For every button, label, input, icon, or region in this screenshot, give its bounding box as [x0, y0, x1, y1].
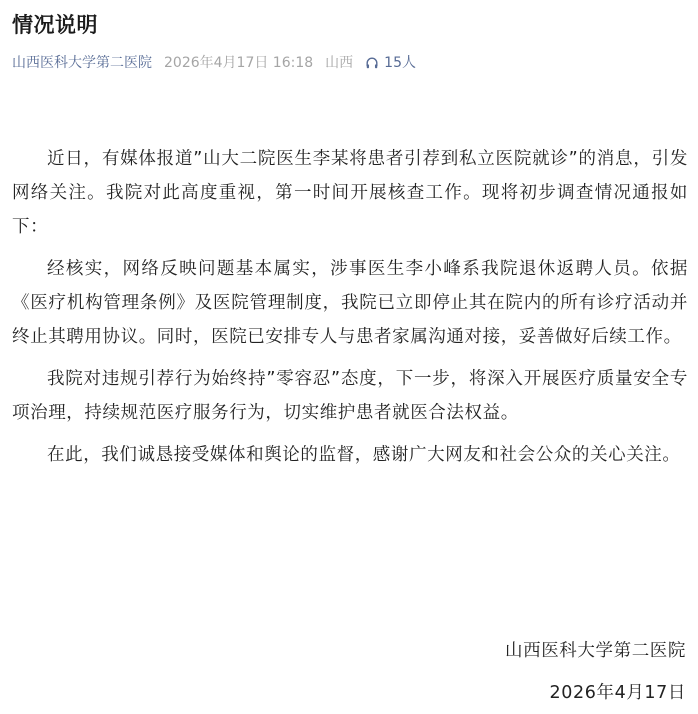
paragraph-next-steps: 我院对违规引荐行为始终持”零容忍”态度，下一步，将深入开展医疗质量安全专项治理，持续规范医疗服务行为，切实维护患者就医合法权益。	[12, 369, 688, 423]
publish-datetime: 2026年4月17日 16:18	[164, 55, 314, 71]
paragraph-intro: 近日，有媒体报道”山大二院医生李某将患者引荐到私立医院就诊”的消息，引发网络关注。我院对此高度重视，第一时间开展核查工作。现将初步调查情况通报如下：	[12, 149, 688, 237]
article-meta	[12, 53, 416, 73]
signature-block	[505, 630, 686, 714]
headphones-icon	[365, 56, 379, 70]
page-title: 情况说明	[12, 13, 98, 37]
signature-organization: 山西医科大学第二医院	[505, 641, 686, 661]
article-body	[12, 142, 688, 480]
paragraph-closing: 在此，我们诚恳接受媒体和舆论的监督，感谢广大网友和社会公众的关心关注。	[47, 445, 681, 465]
publish-region: 山西	[325, 55, 354, 71]
listen-button[interactable]	[365, 53, 416, 73]
source-account-link[interactable]: 山西医科大学第二医院	[12, 55, 152, 71]
paragraph-findings: 经核实，网络反映问题基本属实，涉事医生李小峰系我院退休返聘人员。依据《医疗机构管理条例》及医院管理制度，我院已立即停止其在院内的所有诊疗活动并终止其聘用协议。同时，医院已安排专人与患者家属沟通对接，妥善做好后续工作。	[12, 259, 688, 347]
listen-count: 15人	[384, 55, 416, 71]
signature-date: 2026年4月17日	[549, 683, 686, 703]
